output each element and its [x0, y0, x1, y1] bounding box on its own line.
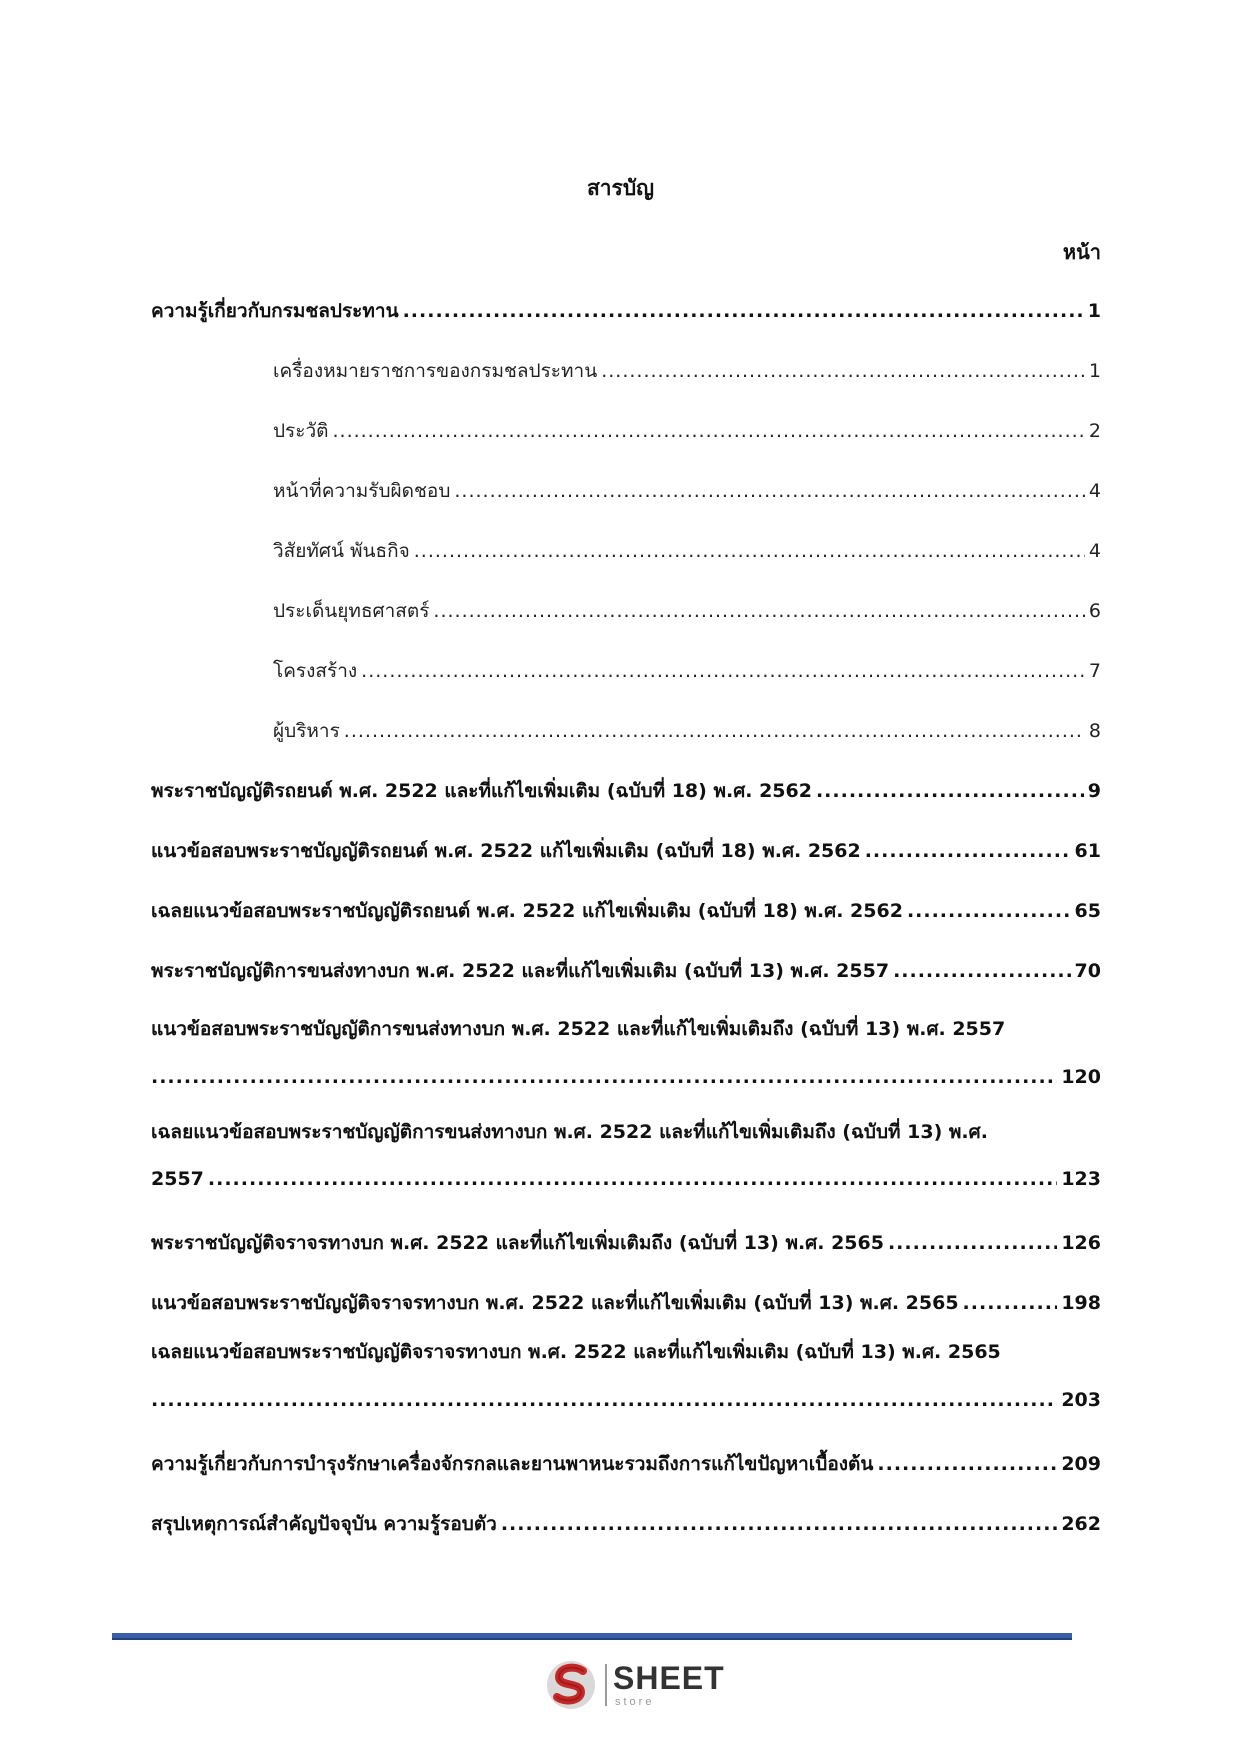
toc-entry-page: 123 — [1061, 1168, 1101, 1190]
toc-entry-page: 2 — [1088, 420, 1101, 442]
toc-leader — [454, 480, 1085, 502]
toc-entry-label: ผู้บริหาร — [273, 720, 340, 742]
toc-subentry[interactable] — [273, 536, 1101, 566]
toc-subentry[interactable] — [273, 656, 1101, 686]
toc-entry-label: พระราชบัญญัติการขนส่งทางบก พ.ศ. 2522 และที่แก้ไขเพิ่มเติม (ฉบับที่ 13) พ.ศ. 2557 — [151, 960, 890, 982]
toc-entry-label: เครื่องหมายราชการของกรมชลประทาน — [273, 360, 598, 382]
toc-entry-label: โครงสร้าง — [273, 660, 358, 682]
toc-subentry[interactable] — [273, 716, 1101, 746]
toc-entry-label[interactable]: เฉลยแนวข้อสอบพระราชบัญญัติจราจรทางบก พ.ศ. 2522 และที่แก้ไขเพิ่มเติม (ฉบับที่ 13) พ.ศ. 2565 — [151, 1341, 1001, 1363]
sheet-store-logo-icon — [545, 1658, 601, 1712]
toc-leader — [433, 600, 1084, 622]
toc-leader — [893, 960, 1070, 982]
toc-entry-continuation[interactable] — [151, 1066, 1101, 1088]
toc-entry[interactable] — [151, 836, 1101, 866]
toc-entry-label: ประเด็นยุทธศาสตร์ — [273, 600, 430, 622]
toc-leader — [414, 540, 1085, 562]
toc-entry-page: 6 — [1088, 600, 1101, 622]
toc-leader — [816, 780, 1084, 802]
toc-entry-label: พระราชบัญญัติรถยนต์ พ.ศ. 2522 และที่แก้ไขเพิ่มเติม (ฉบับที่ 18) พ.ศ. 2562 — [151, 780, 812, 802]
toc-entry-label: แนวข้อสอบพระราชบัญญัติรถยนต์ พ.ศ. 2522 แก้ไขเพิ่มเติม (ฉบับที่ 18) พ.ศ. 2562 — [151, 840, 861, 862]
toc-entry-label[interactable]: แนวข้อสอบพระราชบัญญัติการขนส่งทางบก พ.ศ. 2522 และที่แก้ไขเพิ่มเติมถึง (ฉบับที่ 13) พ.ศ. 2557 — [151, 1018, 1006, 1040]
page-title: สารบัญ — [586, 176, 655, 200]
toc-entry-label: ความรู้เกี่ยวกับกรมชลประทาน — [151, 300, 399, 322]
toc-entry-page: 8 — [1088, 720, 1101, 742]
toc-leader — [865, 840, 1071, 862]
toc-entry[interactable] — [151, 956, 1101, 986]
toc-leader — [332, 420, 1084, 442]
toc-leader — [344, 720, 1085, 742]
toc-entry-page: 9 — [1087, 780, 1101, 802]
toc-subentry[interactable] — [273, 476, 1101, 506]
toc-entry-page: 198 — [1061, 1292, 1101, 1314]
toc-entry-label: ประวัติ — [273, 420, 329, 442]
toc-entry-page: 203 — [1061, 1389, 1101, 1411]
toc-entry-page: 61 — [1074, 840, 1101, 862]
page-column-header: หน้า — [1062, 240, 1101, 264]
toc-entry-label: พระราชบัญญัติจราจรทางบก พ.ศ. 2522 และที่แก้ไขเพิ่มเติมถึง (ฉบับที่ 13) พ.ศ. 2565 — [151, 1232, 884, 1254]
toc-leader — [888, 1232, 1057, 1254]
toc-entry[interactable] — [151, 296, 1101, 326]
toc-entry-page: 65 — [1074, 900, 1101, 922]
toc-entry-page: 70 — [1074, 960, 1101, 982]
toc-entry[interactable] — [151, 1228, 1101, 1258]
toc-leader — [208, 1168, 1057, 1190]
toc-entry[interactable] — [151, 896, 1101, 926]
toc-entry-label: วิสัยทัศน์ พันธกิจ — [273, 540, 410, 562]
toc-leader — [963, 1292, 1058, 1314]
toc-leader — [151, 1066, 1057, 1088]
toc-entry-label: หน้าที่ความรับผิดชอบ — [273, 480, 451, 502]
toc-entry-page: 209 — [1061, 1453, 1101, 1475]
footer-divider — [112, 1633, 1072, 1640]
logo-wordmark: SHEET — [613, 1660, 725, 1696]
toc-entry-page: 1 — [1088, 360, 1101, 382]
toc-entry[interactable] — [151, 1288, 1101, 1318]
toc-entry[interactable] — [151, 1509, 1101, 1539]
toc-leader — [877, 1453, 1057, 1475]
toc-entry-label: แนวข้อสอบพระราชบัญญัติจราจรทางบก พ.ศ. 2522 และที่แก้ไขเพิ่มเติม (ฉบับที่ 13) พ.ศ. 2565 — [151, 1292, 959, 1314]
toc-subentry[interactable] — [273, 416, 1101, 446]
logo-subtext: store — [615, 1696, 655, 1708]
toc-entry-page: 120 — [1061, 1066, 1101, 1088]
toc-entry-page: 126 — [1061, 1232, 1101, 1254]
toc-entry[interactable] — [151, 1449, 1101, 1479]
toc-leader — [601, 360, 1085, 382]
toc-entry-label: เฉลยแนวข้อสอบพระราชบัญญัติรถยนต์ พ.ศ. 2522 แก้ไขเพิ่มเติม (ฉบับที่ 18) พ.ศ. 2562 — [151, 900, 903, 922]
toc-entry[interactable] — [151, 776, 1101, 806]
toc-leader — [907, 900, 1071, 922]
toc-entry-label: ความรู้เกี่ยวกับการบำรุงรักษาเครื่องจักรกลและยานพาหนะรวมถึงการแก้ไขปัญหาเบื้องต้น — [151, 1453, 874, 1475]
toc-entry-page: 7 — [1088, 660, 1101, 682]
toc-subentry[interactable] — [273, 596, 1101, 626]
toc-leader — [501, 1513, 1057, 1535]
toc-entry-page: 262 — [1061, 1513, 1101, 1535]
toc-subentry[interactable] — [273, 356, 1101, 386]
toc-entry-page: 4 — [1088, 540, 1101, 562]
toc-entry-continuation[interactable] — [151, 1389, 1101, 1411]
toc-entry-label[interactable]: เฉลยแนวข้อสอบพระราชบัญญัติการขนส่งทางบก พ.ศ. 2522 และที่แก้ไขเพิ่มเติมถึง (ฉบับที่ 13) พ.ศ. — [151, 1121, 988, 1143]
toc-leader — [403, 300, 1084, 322]
toc-entry-continuation[interactable] — [151, 1168, 1101, 1190]
sheet-store-logo — [545, 1658, 725, 1712]
toc-entry-label-line2: 2557 — [151, 1168, 204, 1190]
toc-leader — [151, 1389, 1057, 1411]
toc-entry-page: 1 — [1087, 300, 1101, 322]
toc-entry-label: สรุปเหตุการณ์สำคัญปัจจุบัน ความรู้รอบตัว — [151, 1513, 497, 1535]
toc-leader — [361, 660, 1085, 682]
logo-separator — [605, 1664, 607, 1706]
toc-entry-page: 4 — [1088, 480, 1101, 502]
